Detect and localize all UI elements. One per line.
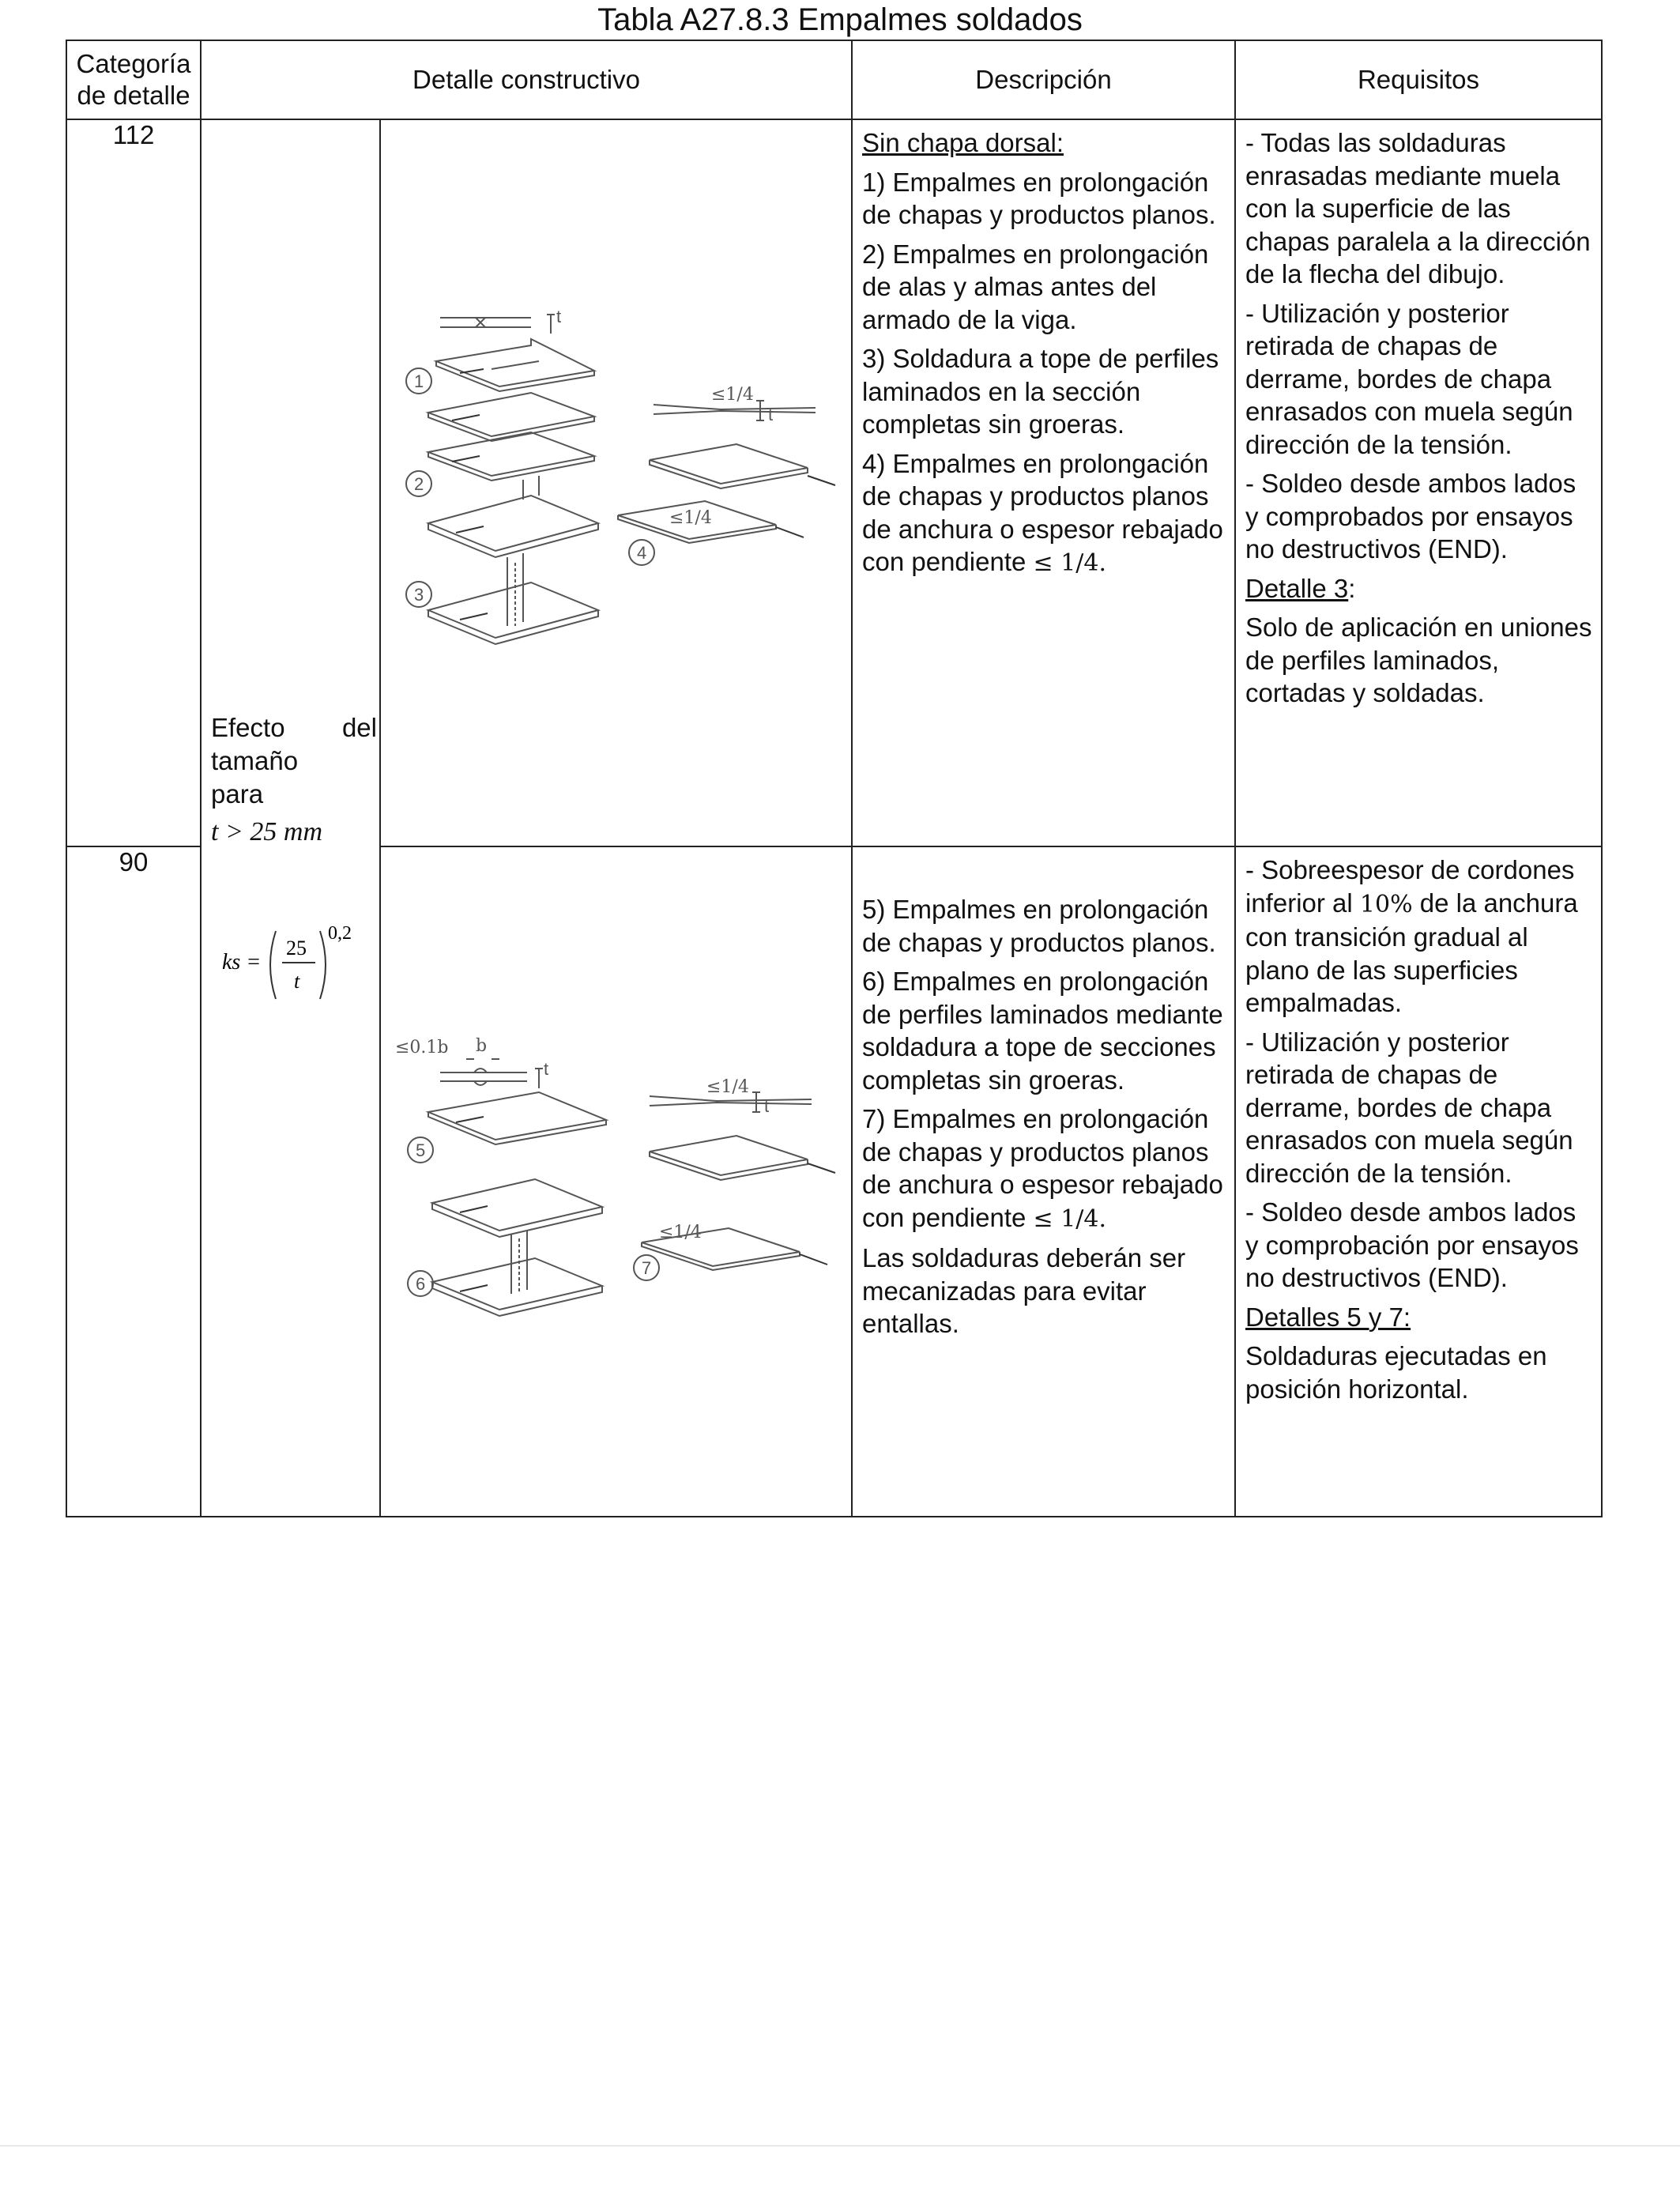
header-descripcion: Descripción	[852, 40, 1235, 119]
size-effect-word: del	[341, 713, 377, 742]
size-effect-text	[211, 711, 377, 849]
thickness-label: t	[544, 1059, 549, 1079]
description-item-text: 4) Empalmes en prolongación de chapas y productos planos de anchura o espesor rebajado con pendiente	[862, 448, 1223, 576]
thickness-condition: t > 25 mm	[211, 817, 322, 846]
header-categoria: Categoría de detalle	[66, 40, 201, 119]
paren-left	[270, 931, 276, 999]
table-title: Tabla A27.8.3 Empalmes soldados	[597, 2, 1083, 37]
requirement-item: - Todas las soldaduras enrasadas mediante muela con la superficie de las chapas paralela a la dirección de la flecha del dibujo.	[1245, 128, 1591, 288]
slope-math: ≤ 1/4.	[1033, 549, 1107, 577]
requirement-note-label	[1245, 572, 1593, 605]
fig5-plate-3d	[428, 1092, 606, 1144]
note-colon: :	[1348, 573, 1356, 603]
category-90: 90	[66, 846, 201, 1517]
fig1-plate-detail	[440, 315, 555, 334]
category-112: 112	[66, 119, 201, 846]
formula-numerator: 25	[286, 937, 307, 959]
page-bottom-divider	[0, 2145, 1680, 2147]
figure-number-2: 2	[414, 474, 424, 494]
description-item: 5) Empalmes en prolongación de chapas y productos planos.	[862, 895, 1216, 957]
requirement-text: de la anchura con transición gradual al plano de las superficies empalmadas.	[1245, 888, 1578, 1017]
formula-denominator: t	[294, 970, 300, 993]
figure-number-7: 7	[642, 1258, 652, 1278]
figure-number-1: 1	[414, 371, 424, 391]
fig4-tapered-plates	[618, 401, 816, 543]
header-detalle: Detalle constructivo	[201, 40, 852, 119]
note-label: Detalles 5 y 7:	[1245, 1302, 1411, 1332]
description-closing: Las soldaduras deberán ser mecanizadas para evitar entallas.	[862, 1243, 1186, 1338]
size-effect-word: para	[211, 779, 264, 809]
formula-exponent: 0,2	[328, 923, 352, 944]
fig1-plate-3d	[436, 339, 594, 391]
thickness-label: t	[768, 405, 774, 424]
description-item	[862, 1103, 1226, 1235]
header-row	[66, 40, 1602, 119]
ks-label: ks =	[222, 950, 262, 974]
splice-drawings-1-4	[381, 120, 853, 847]
figure-number-6: 6	[416, 1274, 426, 1294]
paren-right	[320, 931, 326, 999]
figure-number-5: 5	[416, 1140, 426, 1160]
description-item: 3) Soldadura a tope de perfiles laminados en la sección completas sin groeras.	[862, 344, 1219, 439]
size-effect-word: tamaño	[211, 746, 299, 775]
figure-number-3: 3	[414, 585, 424, 605]
description-item: 1) Empalmes en prolongación de chapas y productos planos.	[862, 167, 1216, 229]
requirement-item: - Utilización y posterior retirada de chapas de derrame, bordes de chapa enrasados con muela según dirección de la tensión.	[1245, 298, 1573, 459]
splice-drawings-5-7	[381, 847, 853, 1517]
requirement-item	[1245, 854, 1593, 1020]
figure-number-4: 4	[637, 543, 647, 563]
requirement-note: Solo de aplicación en uniones de perfiles laminados, cortadas y soldadas.	[1245, 613, 1592, 707]
requirement-note: Soldaduras ejecutadas en posición horizontal.	[1245, 1341, 1547, 1404]
slope-label: ≤1/4	[711, 385, 754, 405]
thickness-label: t	[556, 307, 562, 326]
requirement-item: - Soldeo desde ambos lados y comprobación por ensayos no destructivos (END).	[1245, 1197, 1579, 1292]
description-item: 2) Empalmes en prolongación de alas y almas antes del armado de la viga.	[862, 239, 1209, 334]
percent-value: 10%	[1359, 890, 1413, 918]
width-label: b	[476, 1036, 488, 1056]
requirements-90	[1235, 846, 1602, 1517]
size-effect-cell	[201, 119, 380, 1517]
slope-label: ≤1/4	[669, 508, 712, 528]
stress-arrows	[452, 369, 835, 620]
note-label: Detalle 3	[1245, 573, 1349, 603]
fig6-ibeam-3d	[432, 1179, 602, 1316]
fig2-plates-3d	[428, 393, 594, 499]
figure-cell-112	[380, 119, 852, 846]
slope-label: ≤1/4	[659, 1223, 702, 1242]
figure-cell-90	[380, 846, 852, 1517]
requirement-item: - Utilización y posterior retirada de chapas de derrame, bordes de chapa enrasados con muela según dirección de la tensión.	[1245, 1027, 1573, 1188]
description-item: 6) Empalmes en prolongación de perfiles laminados mediante soldadura a tope de secciones completas sin groeras.	[862, 967, 1223, 1095]
table-row	[66, 119, 1602, 846]
description-item-text: 7) Empalmes en prolongación de chapas y productos planos de anchura o espesor rebajado con pendiente	[862, 1104, 1223, 1232]
ks-formula	[214, 922, 372, 1008]
header-requisitos: Requisitos	[1235, 40, 1602, 119]
description-heading: Sin chapa dorsal:	[862, 128, 1064, 157]
requirements-112	[1235, 119, 1602, 846]
description-90	[852, 846, 1235, 1517]
fig7-tapered-plates	[642, 1092, 812, 1270]
fig3-ibeam-3d	[428, 496, 598, 644]
fig5-plate-detail	[440, 1059, 543, 1088]
slope-math: ≤ 1/4.	[1033, 1204, 1107, 1233]
description-112	[852, 119, 1235, 846]
size-effect-word: Efecto	[211, 713, 285, 742]
description-item	[862, 447, 1226, 580]
thickness-label: t	[764, 1096, 770, 1116]
welded-splices-table	[66, 40, 1603, 1517]
slope-label: ≤1/4	[706, 1077, 749, 1097]
reinforcement-limit-label: ≤0.1b	[395, 1038, 449, 1057]
requirement-item: - Soldeo desde ambos lados y comprobados por ensayos no destructivos (END).	[1245, 469, 1576, 564]
requirement-text: - Sobreespesor de cordones inferior al	[1245, 855, 1575, 918]
